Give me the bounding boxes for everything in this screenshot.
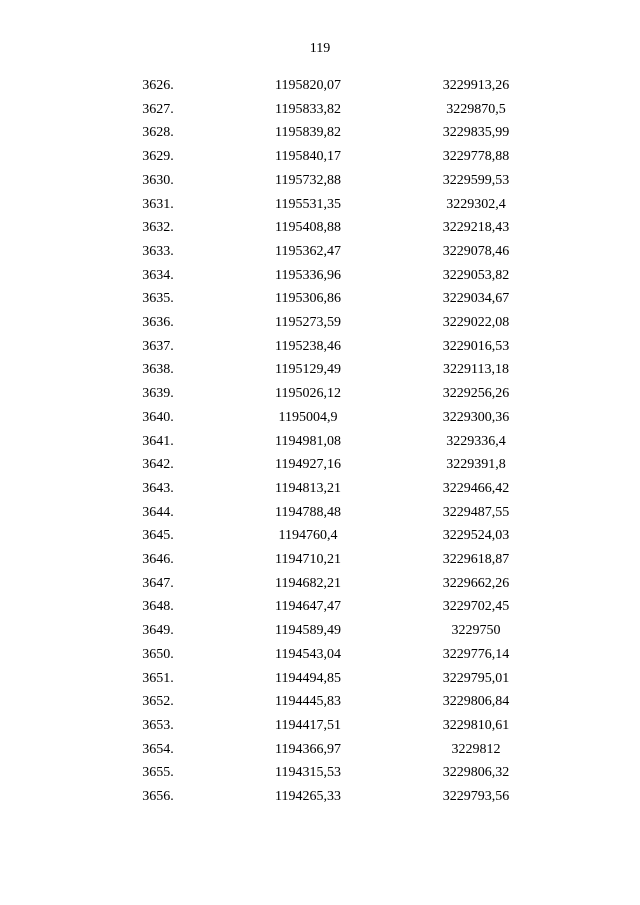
table-row xyxy=(92,240,560,264)
x-coordinate-cell: 1194813,21 xyxy=(275,480,341,496)
point-number-cell: 3632. xyxy=(142,220,174,236)
point-number-cell: 3639. xyxy=(142,386,174,402)
x-coordinate-cell: 1195531,35 xyxy=(275,196,341,212)
y-coordinate-cell: 3229336,4 xyxy=(446,433,506,449)
coordinates-table-body xyxy=(92,74,560,809)
x-coordinate-cell: 1195362,47 xyxy=(275,243,341,259)
point-number-cell: 3648. xyxy=(142,599,174,615)
point-number-cell: 3656. xyxy=(142,789,174,805)
y-coordinate-cell: 3229302,4 xyxy=(446,196,506,212)
table-row xyxy=(92,335,560,359)
x-coordinate-cell: 1195840,17 xyxy=(275,149,341,165)
x-coordinate-cell: 1195839,82 xyxy=(275,125,341,141)
page-number: 119 xyxy=(309,41,331,56)
y-coordinate-cell: 3229778,88 xyxy=(442,149,510,165)
x-coordinate-cell: 1195732,88 xyxy=(275,172,341,188)
point-number-cell: 3640. xyxy=(142,409,174,425)
table-row xyxy=(92,738,560,762)
y-coordinate-cell: 3229016,53 xyxy=(442,338,510,354)
x-coordinate-cell: 1195129,49 xyxy=(275,362,341,378)
table-row xyxy=(92,761,560,785)
table-row xyxy=(92,548,560,572)
table-row xyxy=(92,264,560,288)
x-coordinate-cell: 1194589,49 xyxy=(275,623,341,639)
y-coordinate-cell: 3229793,56 xyxy=(442,789,510,805)
point-number-cell: 3631. xyxy=(142,196,174,212)
table-row xyxy=(92,216,560,240)
x-coordinate-cell: 1195833,82 xyxy=(275,101,341,117)
point-number-cell: 3626. xyxy=(142,78,174,93)
y-coordinate-cell: 3229022,08 xyxy=(442,315,510,331)
point-number-cell: 3636. xyxy=(142,315,174,331)
table-row xyxy=(92,572,560,596)
y-coordinate-cell: 3229702,45 xyxy=(442,599,510,615)
table-row xyxy=(92,311,560,335)
y-coordinate-cell: 3229806,84 xyxy=(442,694,510,710)
point-number-cell: 3645. xyxy=(142,528,174,544)
point-number-cell: 3642. xyxy=(142,457,174,473)
table-row xyxy=(92,287,560,311)
x-coordinate-cell: 1194760,4 xyxy=(278,528,338,544)
y-coordinate-cell: 3229466,42 xyxy=(442,480,510,496)
table-row xyxy=(92,145,560,169)
x-coordinate-cell: 1195026,12 xyxy=(275,386,341,402)
y-coordinate-cell: 3229256,26 xyxy=(442,386,510,402)
y-coordinate-cell: 3229812 xyxy=(451,741,501,757)
x-coordinate-cell: 1195408,88 xyxy=(275,220,341,236)
y-coordinate-cell: 3229806,32 xyxy=(442,765,510,781)
y-coordinate-cell: 3229391,8 xyxy=(446,457,506,473)
x-coordinate-cell: 1194682,21 xyxy=(275,575,341,591)
table-row xyxy=(92,430,560,454)
x-coordinate-cell: 1194494,85 xyxy=(275,670,341,686)
y-coordinate-cell: 3229113,18 xyxy=(443,362,509,378)
point-number-cell: 3633. xyxy=(142,243,174,259)
table-row xyxy=(92,358,560,382)
point-number-cell: 3630. xyxy=(142,172,174,188)
point-number-cell: 3644. xyxy=(142,504,174,520)
point-number-cell: 3635. xyxy=(142,291,174,307)
point-number-cell: 3653. xyxy=(142,717,174,733)
table-row xyxy=(92,619,560,643)
y-coordinate-cell: 3229835,99 xyxy=(442,125,510,141)
y-coordinate-cell: 3229662,26 xyxy=(442,575,510,591)
x-coordinate-cell: 1195004,9 xyxy=(278,409,338,425)
x-coordinate-cell: 1194981,08 xyxy=(275,433,341,449)
y-coordinate-cell: 3229810,61 xyxy=(442,717,510,733)
point-number-cell: 3634. xyxy=(142,267,174,283)
x-coordinate-cell: 1194265,33 xyxy=(275,789,341,805)
y-coordinate-cell: 3229776,14 xyxy=(442,646,510,662)
table-row xyxy=(92,382,560,406)
table-row xyxy=(92,121,560,145)
x-coordinate-cell: 1194927,16 xyxy=(275,457,341,473)
table-row xyxy=(92,690,560,714)
table-row xyxy=(92,406,560,430)
y-coordinate-cell: 3229078,46 xyxy=(442,243,510,259)
point-number-cell: 3652. xyxy=(142,694,174,710)
table-row xyxy=(92,477,560,501)
point-number-cell: 3647. xyxy=(142,575,174,591)
point-number-cell: 3654. xyxy=(142,741,174,757)
table-row xyxy=(92,98,560,122)
x-coordinate-cell: 1194543,04 xyxy=(275,646,341,662)
table-row xyxy=(92,643,560,667)
point-number-cell: 3629. xyxy=(142,149,174,165)
y-coordinate-cell: 3229618,87 xyxy=(442,552,510,568)
table-row xyxy=(92,785,560,809)
point-number-cell: 3651. xyxy=(142,670,174,686)
y-coordinate-cell: 3229750 xyxy=(451,623,501,639)
point-number-cell: 3637. xyxy=(142,338,174,354)
point-number-cell: 3628. xyxy=(142,125,174,141)
table-row xyxy=(92,714,560,738)
y-coordinate-cell: 3229524,03 xyxy=(442,528,510,544)
point-number-cell: 3643. xyxy=(142,480,174,496)
y-coordinate-cell: 3229870,5 xyxy=(446,101,506,117)
x-coordinate-cell: 1194445,83 xyxy=(275,694,341,710)
x-coordinate-cell: 1194710,21 xyxy=(275,552,341,568)
y-coordinate-cell: 3229913,26 xyxy=(442,78,510,93)
x-coordinate-cell: 1195238,46 xyxy=(275,338,341,354)
table-row xyxy=(92,524,560,548)
table-row xyxy=(92,501,560,525)
table-row xyxy=(92,453,560,477)
x-coordinate-cell: 1195273,59 xyxy=(275,315,341,331)
point-number-cell: 3655. xyxy=(142,765,174,781)
x-coordinate-cell: 1195336,96 xyxy=(275,267,341,283)
x-coordinate-cell: 1194366,97 xyxy=(275,741,341,757)
point-number-cell: 3646. xyxy=(142,552,174,568)
table-row xyxy=(92,193,560,217)
table-row xyxy=(92,667,560,691)
x-coordinate-cell: 1195306,86 xyxy=(275,291,341,307)
y-coordinate-cell: 3229218,43 xyxy=(442,220,510,236)
table-row xyxy=(92,169,560,193)
table-row xyxy=(92,595,560,619)
point-number-cell: 3649. xyxy=(142,623,174,639)
coordinates-table xyxy=(92,74,560,809)
x-coordinate-cell: 1194647,47 xyxy=(275,599,341,615)
y-coordinate-cell: 3229599,53 xyxy=(442,172,510,188)
x-coordinate-cell: 1194788,48 xyxy=(275,504,341,520)
y-coordinate-cell: 3229487,55 xyxy=(442,504,510,520)
y-coordinate-cell: 3229300,36 xyxy=(442,409,510,425)
x-coordinate-cell: 1194315,53 xyxy=(275,765,341,781)
point-number-cell: 3638. xyxy=(142,362,174,378)
x-coordinate-cell: 1194417,51 xyxy=(275,717,341,733)
y-coordinate-cell: 3229795,01 xyxy=(442,670,510,686)
table-row xyxy=(92,74,560,98)
point-number-cell: 3627. xyxy=(142,101,174,117)
y-coordinate-cell: 3229053,82 xyxy=(442,267,510,283)
x-coordinate-cell: 1195820,07 xyxy=(275,78,341,93)
point-number-cell: 3650. xyxy=(142,646,174,662)
point-number-cell: 3641. xyxy=(142,433,174,449)
y-coordinate-cell: 3229034,67 xyxy=(442,291,510,307)
